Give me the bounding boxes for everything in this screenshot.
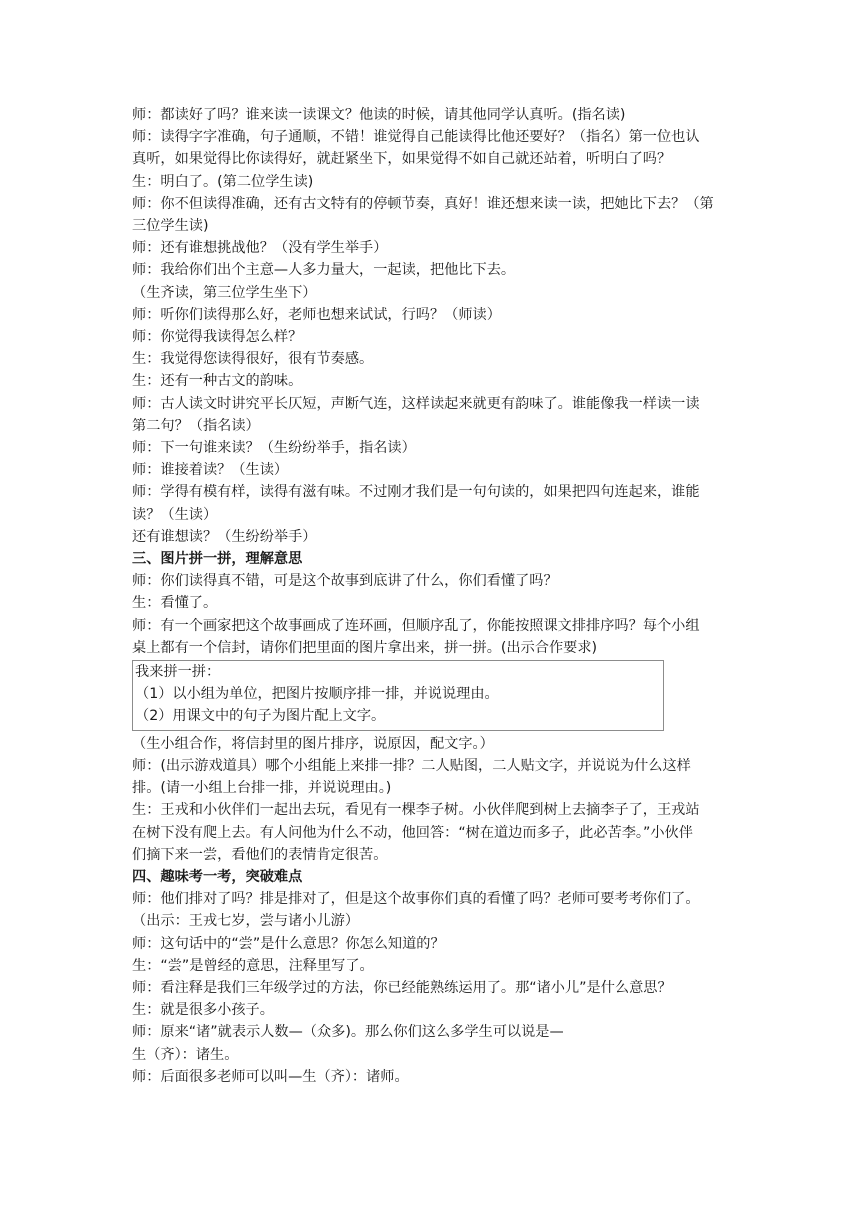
dialogue-line: 师：你觉得我读得怎么样？ [132,329,303,346]
dialogue-line: 生：就是很多小孩子。 [132,1002,274,1019]
dialogue-line: 师：学得有模有样，读得有滋有味。不过刚才我们是一句句读的，如果把四句连起来，谁能 [132,484,700,501]
box-title: 我来拼一拼： [135,664,221,681]
dialogue-line: （出示：王戎七岁，尝与诸小儿游） [132,913,360,930]
dialogue-line: 师：下一句谁来读？（生纷纷举手，指名读） [132,440,416,457]
dialogue-line: 生（齐）：诸生。 [132,1046,239,1063]
dialogue-line: 生：我觉得您读得很好，很有节奏感。 [132,351,374,368]
dialogue-line: 师：(出示游戏道具）哪个小组能上来排一排？二人贴图，二人贴文字，并说说为什么这样 [132,757,691,774]
dialogue-line: 还有谁想读？（生纷纷举手） [132,528,317,545]
dialogue-line: 们摘下来一尝，看他们的表情肯定很苦。 [132,846,388,863]
dialogue-section-3 [132,733,732,866]
dialogue-line: 师：这句话中的“尝”是什么意思？你怎么知道的？ [132,935,445,952]
dialogue-line: 师：我给你们出个主意—人多力量大，一起读，把他比下去。 [132,262,516,279]
section-heading-4: 四、趣味考一考，突破难点 [132,868,303,885]
dialogue-line: 生：明白了。(第二位学生读) [132,173,314,190]
dialogue-line: 师：后面很多老师可以叫—生（齐）：诸师。 [132,1068,409,1085]
box-item: （2）用课文中的句子为图片配上文字。 [135,708,386,725]
dialogue-line: （生小组合作，将信封里的图片排序，说原因，配文字。） [132,735,494,752]
dialogue-line: 读？（生读） [132,506,218,523]
section-heading-3: 三、图片拼一拼，理解意思 [132,551,303,568]
dialogue-line: 生：看懂了。 [132,595,218,612]
dialogue-line: 在树下没有爬上去。有人问他为什么不动，他回答：“树在道边而多子，此必苦李。”小伙伴 [132,824,693,841]
dialogue-line: 生：“尝”是曾经的意思，注释里写了。 [132,957,374,974]
dialogue-line: 生：还有一种古文的韵味。 [132,373,303,390]
dialogue-line: 师：谁接着读？（生读） [132,462,289,479]
dialogue-line: 师：听你们读得那么好，老师也想来试试，行吗？（师读） [132,306,501,323]
box-item: （1）以小组为单位，把图片按顺序排一排，并说说理由。 [135,686,499,703]
dialogue-line: （生齐读，第三位学生坐下） [132,284,317,301]
dialogue-line: 三位学生读) [132,218,209,235]
dialogue-line: 师：还有谁想挑战他？（没有学生举手） [132,240,388,257]
dialogue-section-2 [132,570,732,659]
dialogue-line: 师：都读好了吗？谁来读一读课文？他读的时候，请其他同学认真听。(指名读) [132,107,626,123]
dialogue-line: 师：读得字字准确，句子通顺，不错！谁觉得自己能读得比他还要好？（指名）第一位也认 [132,129,700,146]
dialogue-line: 真听，如果觉得比你读得好，就赶紧坐下，如果觉得不如自己就还站着，听明白了吗？ [132,151,672,168]
dialogue-line: 师：他们排对了吗？排是排对了，但是这个故事你们真的看懂了吗？老师可要考考你们了。 [132,891,700,908]
dialogue-line: 第二句？（指名读） [132,417,260,434]
dialogue-line: 师：古人读文时讲究平长仄短，声断气连，这样读起来就更有韵味了。谁能像我一样读一读 [132,395,700,412]
dialogue-line: 排。(请一小组上台排一排，并说说理由。) [132,780,392,797]
dialogue-line: 师：你们读得真不错，可是这个故事到底讲了什么，你们看懂了吗？ [132,573,558,590]
dialogue-section-1 [132,104,732,548]
document-page [132,104,732,1088]
dialogue-line: 师：有一个画家把这个故事画成了连环画，但顺序乱了，你能按照课文排排序吗？每个小组 [132,617,700,634]
dialogue-line: 桌上都有一个信封，请你们把里面的图片拿出来，拼一拼。(出示合作要求) [132,639,598,656]
dialogue-section-4 [132,888,732,1088]
cooperation-requirements-box [132,660,664,731]
dialogue-line: 师：你不但读得准确，还有古文特有的停顿节奏，真好！谁还想来读一读，把她比下去？（第 [132,195,714,212]
dialogue-line: 师：看注释是我们三年级学过的方法，你已经能熟练运用了。那“诸小儿”是什么意思？ [132,979,672,996]
dialogue-line: 生：王戎和小伙伴们一起出去玩，看见有一棵李子树。小伙伴爬到树上去摘李子了，王戎站 [132,802,700,819]
dialogue-line: 师：原来“诸”就表示人数—（众多)。那么你们这么多学生可以说是— [132,1024,564,1041]
